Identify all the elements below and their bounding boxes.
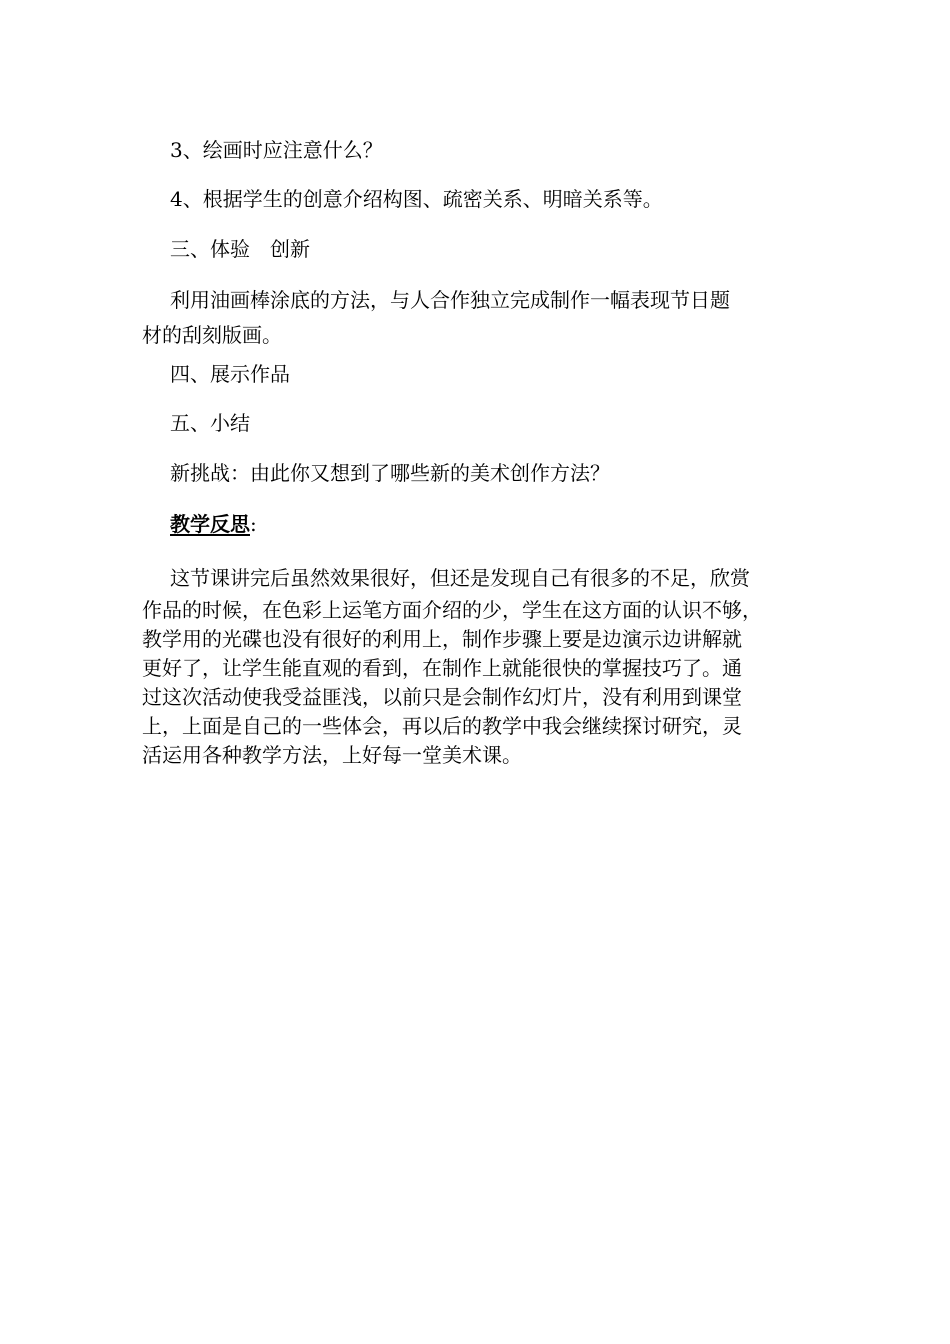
reflection-heading-colon: :	[250, 512, 257, 536]
reflection-line: 教学用的光碟也没有很好的利用上，制作步骤上要是边演示边讲解就	[142, 627, 742, 651]
reflection-heading-text: 教学反思	[170, 512, 250, 536]
list-item-4: 4、根据学生的创意介绍构图、疏密关系、明暗关系等。	[170, 187, 663, 211]
section-heading-3: 三、体验 创新	[170, 237, 310, 261]
reflection-paragraph	[142, 560, 810, 770]
reflection-line: 活运用各种教学方法，上好每一堂美术课。	[142, 743, 522, 767]
reflection-line: 作品的时候，在色彩上运笔方面介绍的少，学生在这方面的认识不够，	[142, 598, 762, 622]
reflection-line: 这节课讲完后虽然效果很好，但还是发现自己有很多的不足，欣赏	[170, 566, 750, 590]
reflection-line: 上，上面是自己的一些体会，再以后的教学中我会继续探讨研究，灵	[142, 714, 742, 738]
section-3-body-line-1: 利用油画棒涂底的方法，与人合作独立完成制作一幅表现节日题	[170, 288, 730, 312]
challenge-line: 新挑战：由此你又想到了哪些新的美术创作方法？	[170, 461, 610, 485]
reflection-heading	[170, 512, 257, 536]
list-item-3: 3、绘画时应注意什么？	[170, 138, 383, 162]
reflection-line: 过这次活动使我受益匪浅，以前只是会制作幻灯片，没有利用到课堂	[142, 685, 742, 709]
section-heading-5: 五、小结	[170, 411, 250, 435]
section-heading-4: 四、展示作品	[170, 362, 290, 386]
section-3-body-line-2: 材的刮刻版画。	[142, 323, 282, 347]
reflection-line: 更好了，让学生能直观的看到，在制作上就能很快的掌握技巧了。通	[142, 656, 742, 680]
